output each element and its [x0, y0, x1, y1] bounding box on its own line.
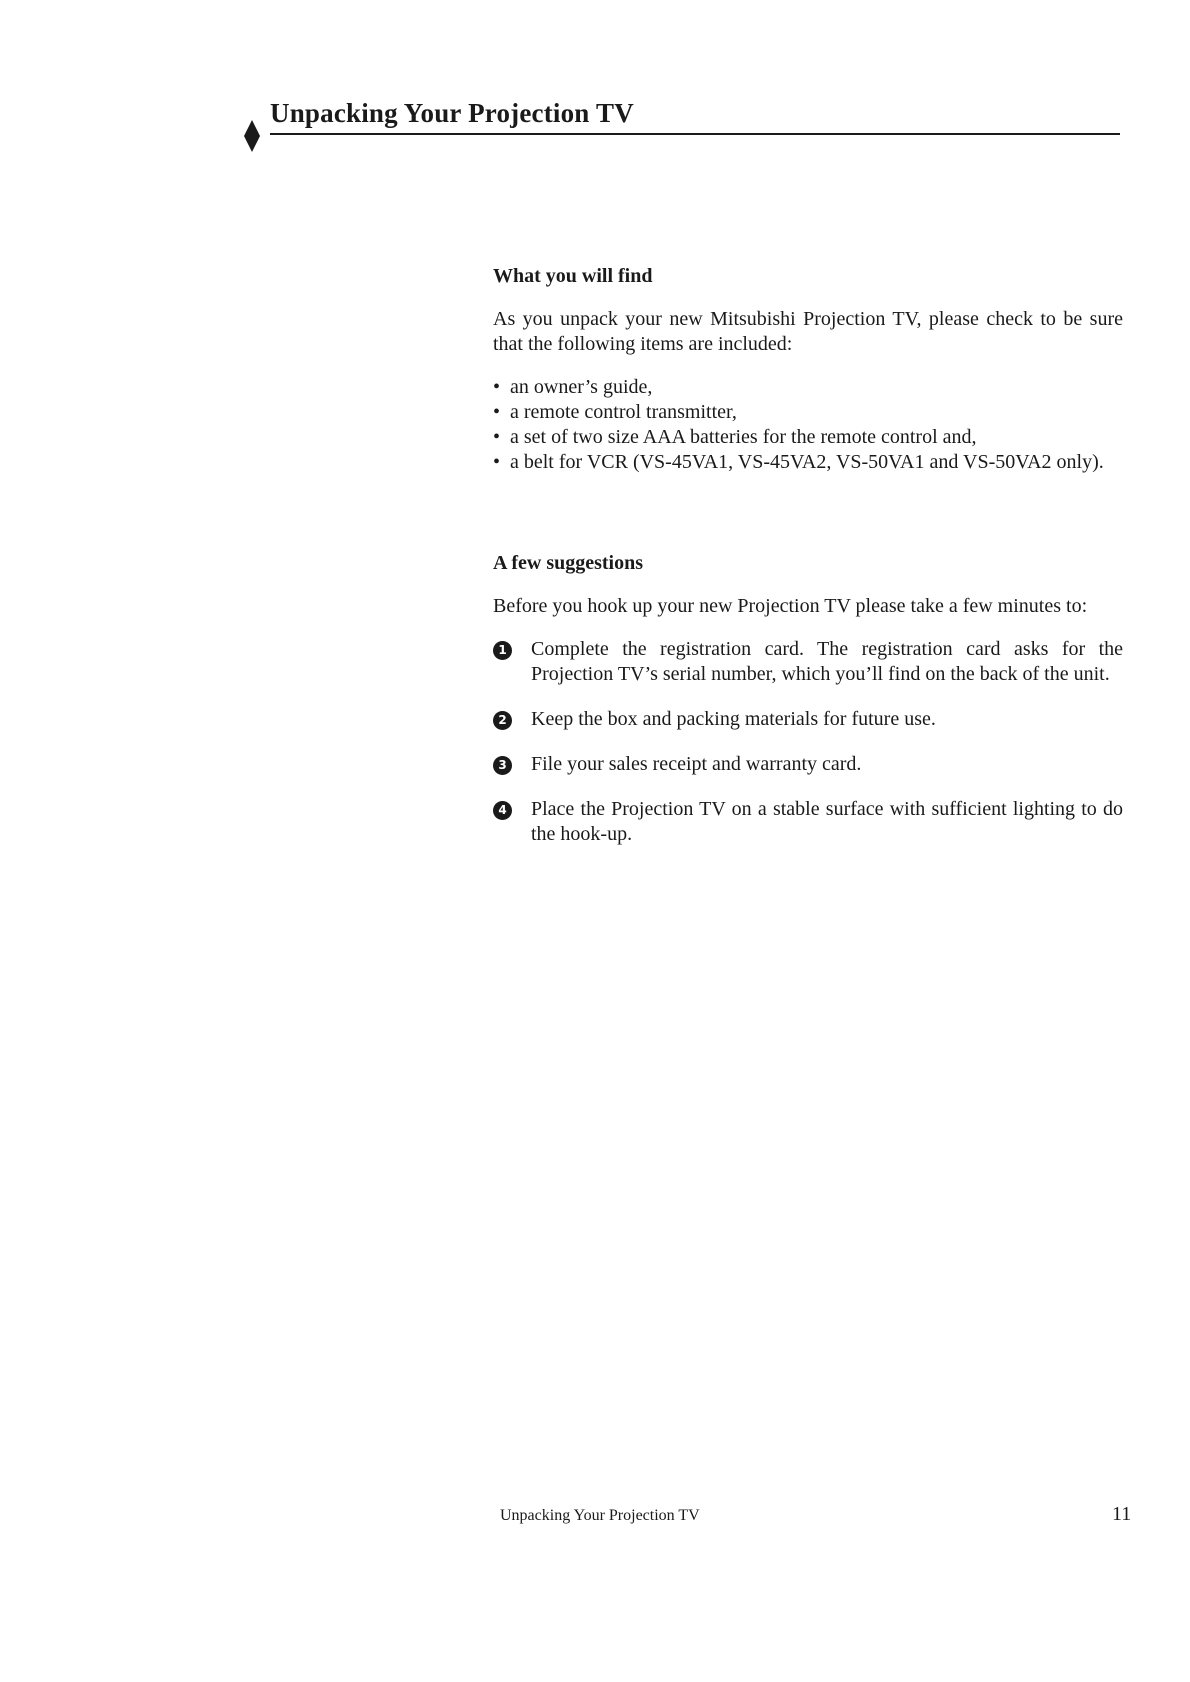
page-number: 11	[1112, 1503, 1132, 1525]
section-heading-what-you-will-find: What you will find	[493, 265, 653, 287]
step-item	[493, 752, 1123, 777]
bullet-icon: •	[493, 376, 501, 398]
bullet-icon: •	[493, 401, 501, 423]
step-text: Place the Projection TV on a stable surface with sufficient lighting to do the hook-up.	[531, 798, 1123, 845]
list-item	[493, 375, 1123, 400]
list-item	[493, 425, 1123, 450]
section-heading-suggestions: A few suggestions	[493, 552, 644, 574]
list-item-text: a remote control transmitter,	[510, 401, 737, 423]
list-item-text: a belt for VCR (VS-45VA1, VS-45VA2, VS-50VA1 and VS-50VA2 only).	[510, 451, 1104, 473]
step-number-icon: 4	[493, 801, 512, 820]
step-item	[493, 637, 1123, 687]
step-text: Keep the box and packing materials for future use.	[531, 708, 936, 730]
step-item	[493, 707, 1123, 732]
page-header	[244, 98, 1120, 138]
footer-title: Unpacking Your Projection TV	[500, 1507, 700, 1524]
bullet-icon: •	[493, 451, 501, 473]
step-text: File your sales receipt and warranty card.	[531, 753, 862, 775]
suggestion-steps-list	[493, 637, 1123, 847]
included-items-list	[493, 375, 1123, 475]
step-text: Complete the registration card. The registration card asks for the Projection TV’s serial number, which you’ll find on the back of the unit.	[531, 638, 1123, 685]
page-title: Unpacking Your Projection TV	[270, 98, 634, 128]
section-spacer	[493, 475, 1123, 551]
list-item-text: an owner’s guide,	[510, 376, 653, 398]
step-number-icon: 2	[493, 711, 512, 730]
diamond-icon	[244, 120, 260, 152]
list-item	[493, 450, 1123, 475]
title-rule	[270, 133, 1120, 135]
list-item	[493, 400, 1123, 425]
step-number-icon: 3	[493, 756, 512, 775]
suggestions-intro-paragraph: Before you hook up your new Projection TV please take a few minutes to:	[493, 595, 1088, 617]
main-content	[493, 264, 1123, 867]
section-intro-paragraph: As you unpack your new Mitsubishi Projection TV, please check to be sure that the following items are included:	[493, 308, 1123, 355]
step-item	[493, 797, 1123, 847]
bullet-icon: •	[493, 426, 501, 448]
list-item-text: a set of two size AAA batteries for the remote control and,	[510, 426, 977, 448]
step-number-icon: 1	[493, 641, 512, 660]
